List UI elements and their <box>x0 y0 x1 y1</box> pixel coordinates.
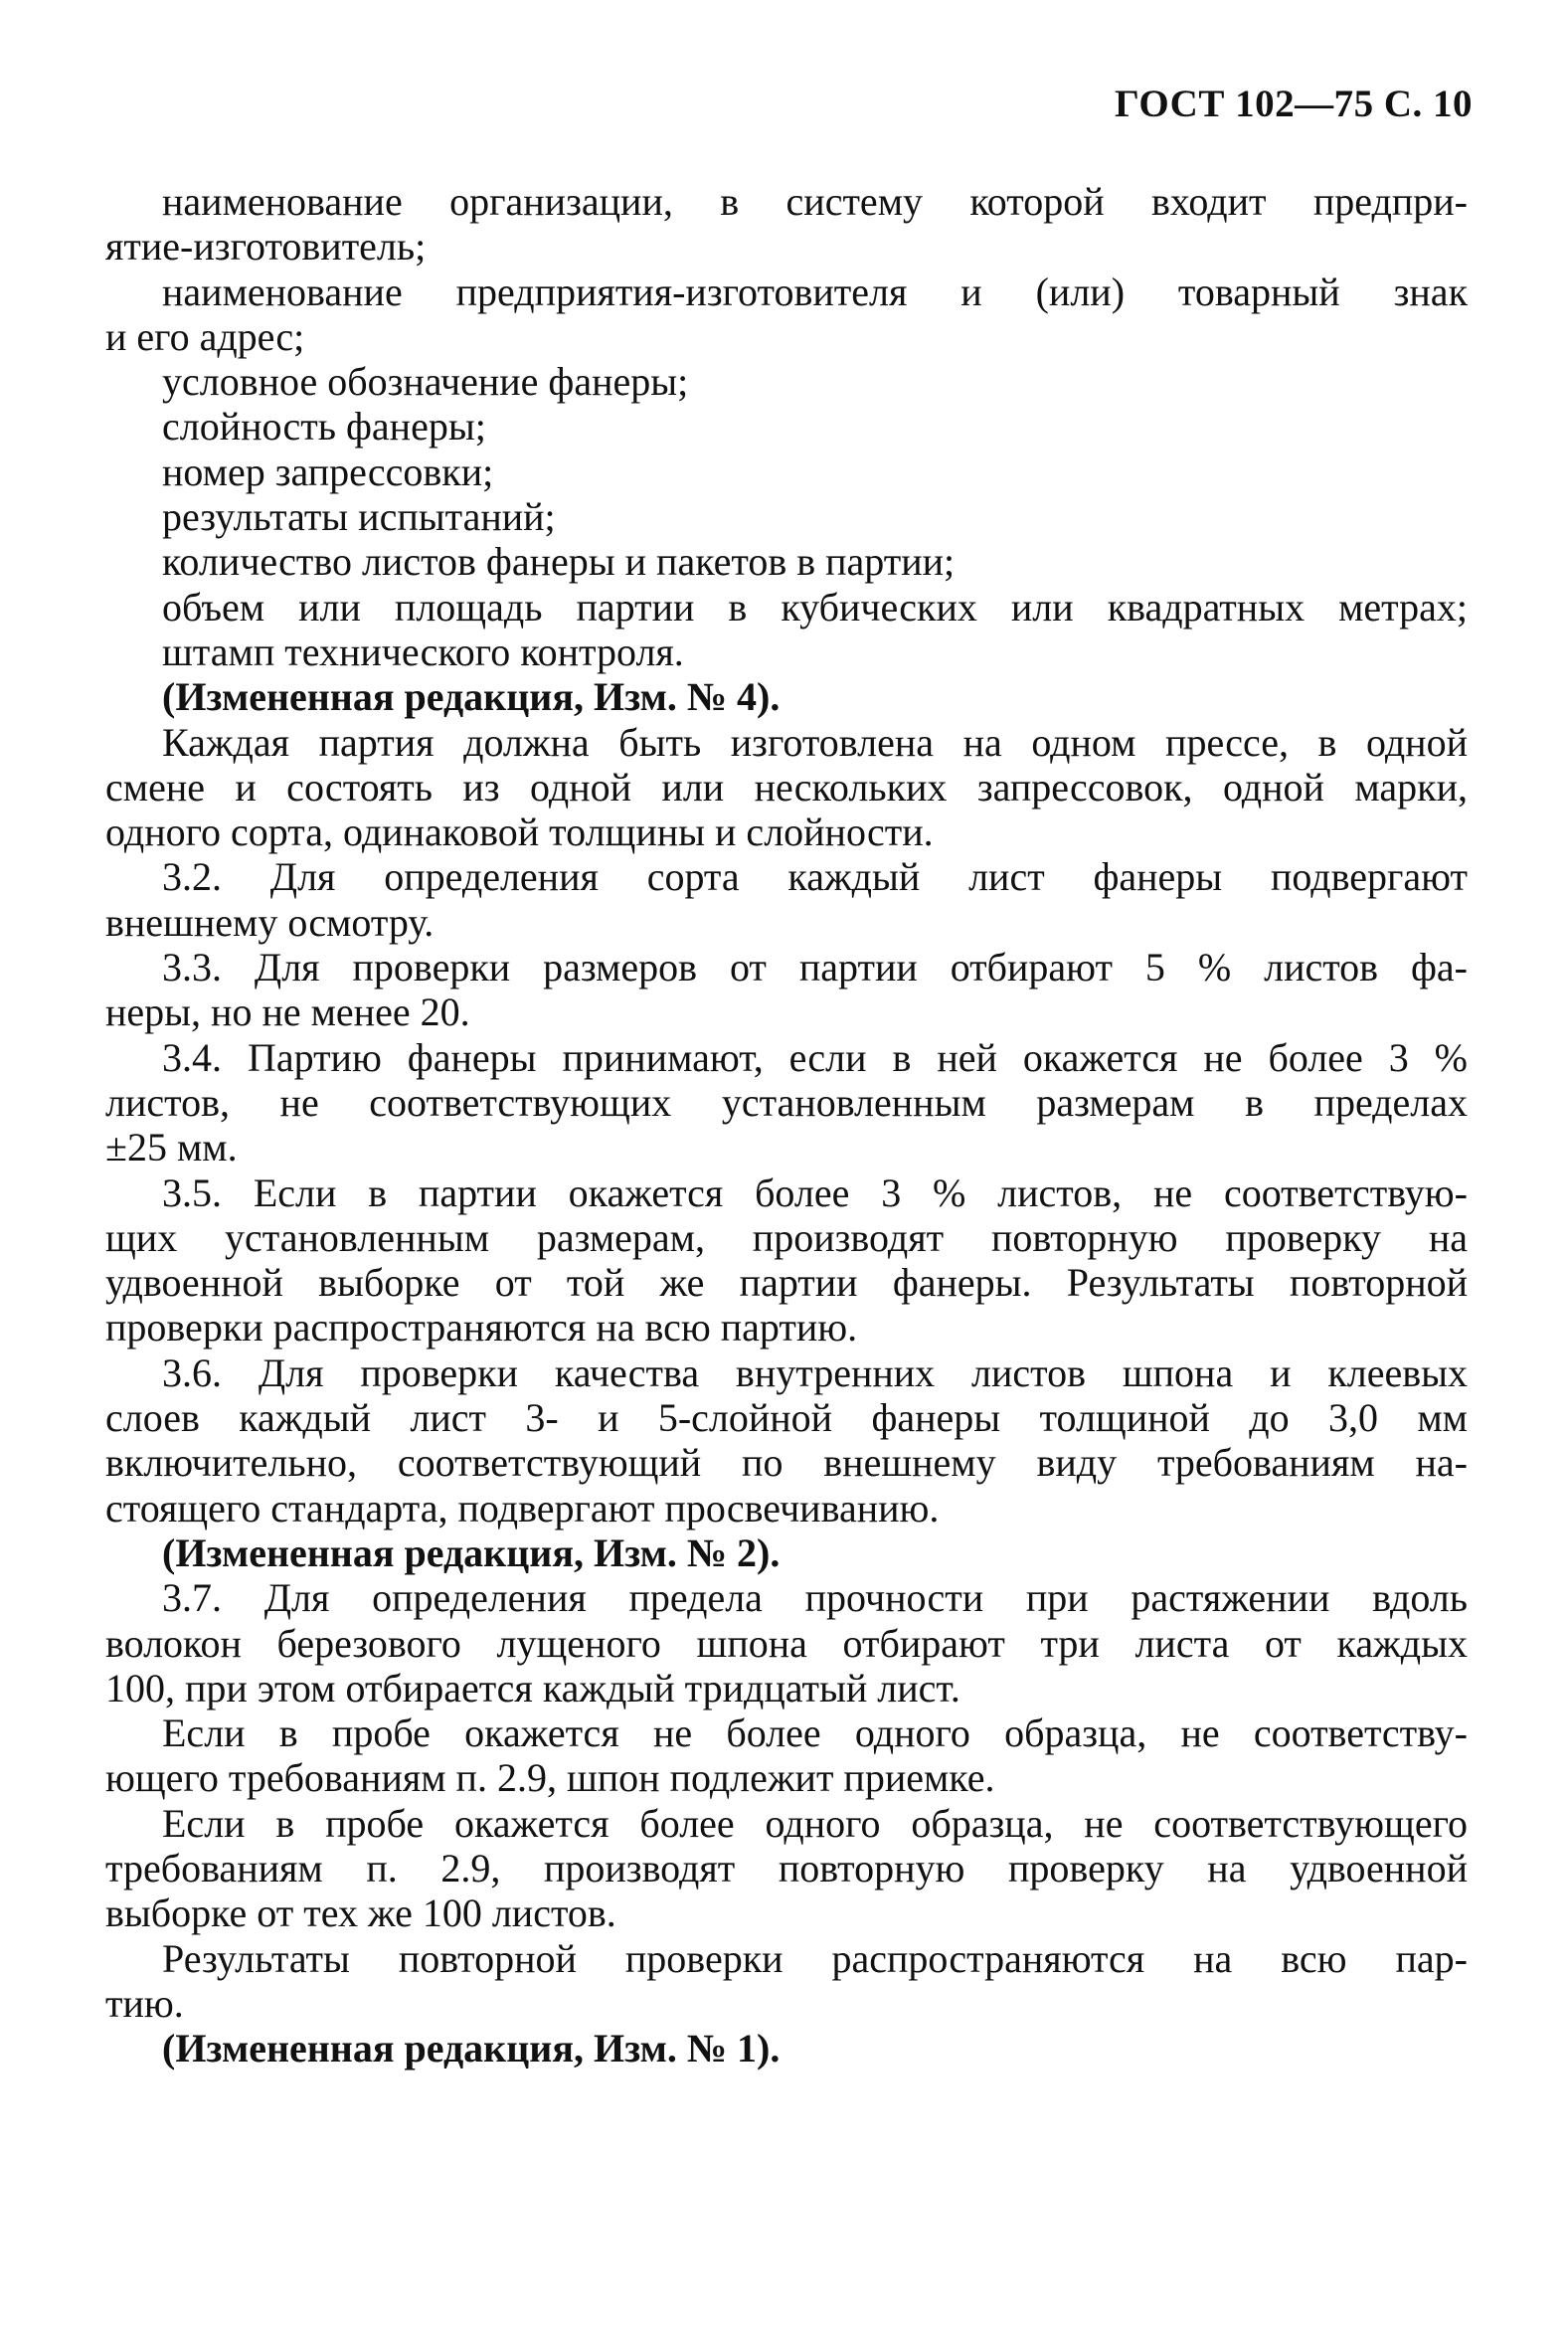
text-line: одного сорта, одинаковой толщины и слойности. <box>105 810 934 855</box>
text-line: наименование организации, в систему которой входит предпри- <box>162 179 1468 224</box>
text-line: листов, не соответствующих установленным размерам в пределах <box>105 1079 1468 1125</box>
text-line: ±25 мм. <box>105 1125 238 1170</box>
text-line: неры, но не менее 20. <box>105 990 470 1035</box>
running-head: ГОСТ 102—75 С. 10 <box>1115 83 1473 125</box>
text-line: проверки распространяются на всю партию. <box>105 1305 858 1350</box>
text-line: объем или площадь партии в кубических или квадратных метрах; <box>162 584 1468 630</box>
text-line: выборке от тех же 100 листов. <box>105 1890 616 1936</box>
text-line: включительно, соответствующий по внешнему виду требованиям на- <box>105 1440 1468 1486</box>
text-line: наименование предприятия-изготовителя и (или) товарный знак <box>162 269 1468 314</box>
text-line: удвоенной выборке от той же партии фанеры. Результаты повторной <box>105 1260 1468 1306</box>
text-line: смене и состоять из одной или нескольких запрессовок, одной марки, <box>105 764 1468 810</box>
text-line: Результаты повторной проверки распространяются на всю пар- <box>162 1935 1468 1981</box>
amendment-note: (Измененная редакция, Изм. № 4). <box>162 674 781 720</box>
text-line: 3.2. Для определения сорта каждый лист фанеры подвергают <box>162 854 1468 900</box>
text-line: 100, при этом отбирается каждый тридцатый лист. <box>105 1665 960 1710</box>
text-line: слоев каждый лист 3- и 5-слойной фанеры толщиной до 3,0 мм <box>105 1395 1468 1441</box>
text-line: слойность фанеры; <box>162 404 486 450</box>
text-line: 3.7. Для определения предела прочности при растяжении вдоль <box>162 1575 1468 1621</box>
text-line: номер запрессовки; <box>162 449 494 494</box>
body-text <box>105 179 1468 2070</box>
text-line: результаты испытаний; <box>162 494 556 540</box>
text-line: 3.4. Партию фанеры принимают, если в ней окажется не более 3 % <box>162 1034 1468 1080</box>
text-line: количество листов фанеры и пакетов в партии; <box>162 539 956 585</box>
text-line: стоящего стандарта, подвергают просвечиванию. <box>105 1485 940 1530</box>
text-line: и его адрес; <box>105 313 305 359</box>
text-line: внешнему осмотру. <box>105 899 435 945</box>
text-line: требованиям п. 2.9, производят повторную проверку на удвоенной <box>105 1845 1468 1890</box>
amendment-note: (Измененная редакция, Изм. № 2). <box>162 1530 781 1575</box>
text-line: 3.3. Для проверки размеров от партии отбирают 5 % листов фа- <box>162 945 1468 990</box>
text-line: тию. <box>105 1980 184 2026</box>
text-line: Если в пробе окажется не более одного образца, не соответству- <box>162 1710 1468 1756</box>
text-line: волокон березового лущеного шпона отбирают три листа от каждых <box>105 1620 1468 1666</box>
text-line: Каждая партия должна быть изготовлена на одном прессе, в одной <box>162 719 1468 765</box>
text-line: 3.6. Для проверки качества внутренних листов шпона и клеевых <box>162 1350 1468 1395</box>
text-line: ющего требованиям п. 2.9, шпон подлежит приемке. <box>105 1755 995 1801</box>
text-line: Если в пробе окажется более одного образца, не соответствующего <box>162 1800 1468 1846</box>
text-line: ятие-изготовитель; <box>105 224 427 270</box>
text-line: 3.5. Если в партии окажется более 3 % листов, не соответствую- <box>162 1170 1468 1215</box>
text-line: условное обозначение фанеры; <box>162 359 689 405</box>
text-line: щих установленным размерам, производят повторную проверку на <box>105 1214 1468 1260</box>
amendment-note: (Измененная редакция, Изм. № 1). <box>162 2026 781 2071</box>
text-line: штамп технического контроля. <box>162 629 684 674</box>
